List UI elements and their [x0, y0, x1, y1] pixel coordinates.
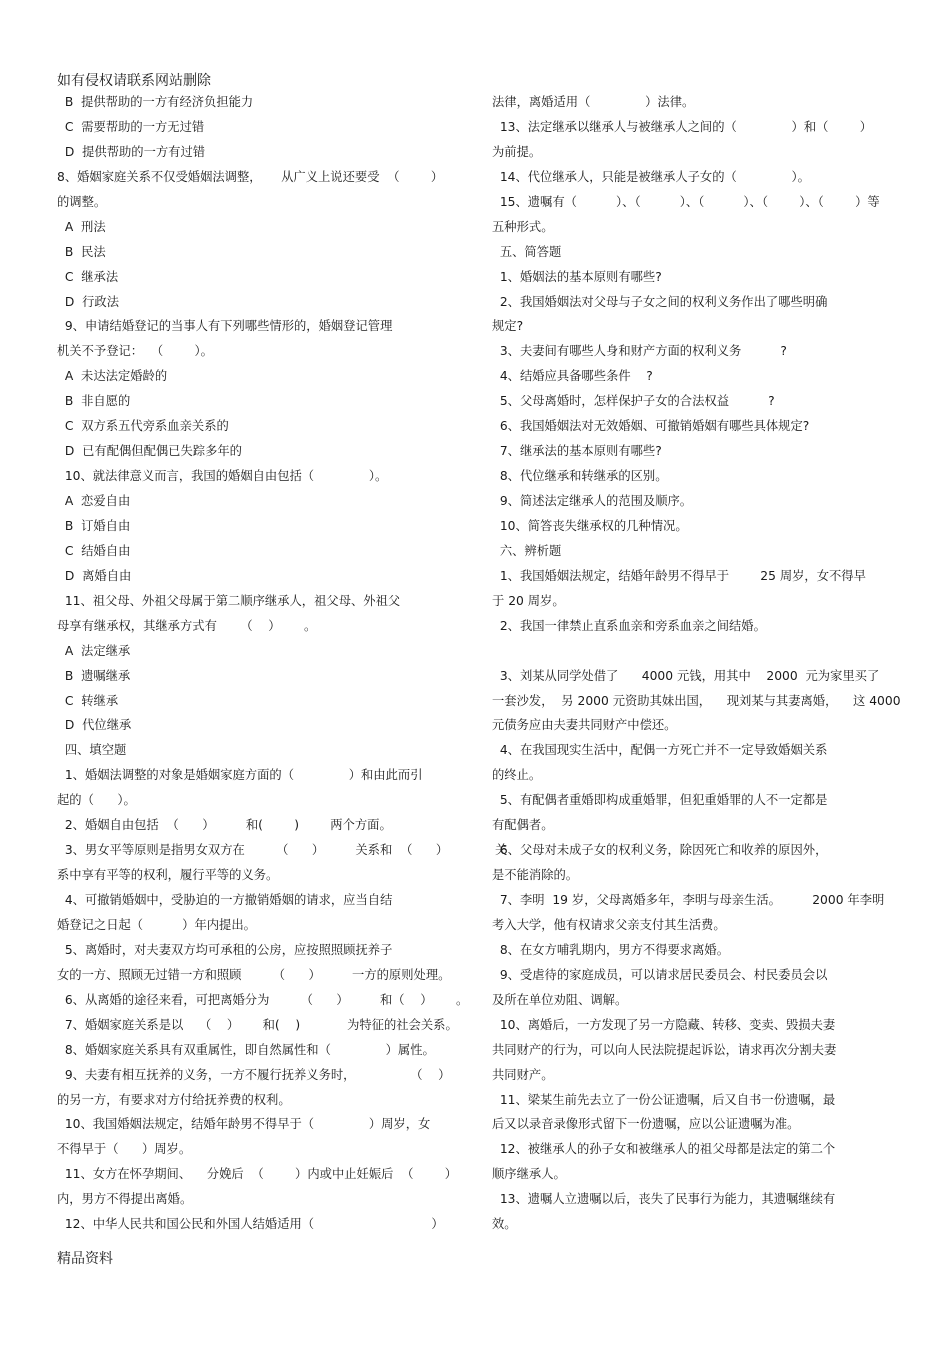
- text-line: 5、父母离婚时，怎样保护子女的合法权益 ?: [492, 394, 775, 409]
- text-line: B 提供帮助的一方有经济负担能力: [57, 95, 254, 109]
- left-column: [57, 90, 508, 1237]
- text-line: 五、简答题: [492, 244, 562, 259]
- text-line: C 双方系五代旁系血亲关系的: [57, 419, 229, 434]
- text-line: 内，男方不得提出离婚。: [57, 1192, 193, 1207]
- text-line: 法律，离婚适用（ ）法律。: [492, 95, 695, 109]
- text-line: 六、辨析题: [492, 543, 562, 558]
- text-line: 是不能消除的。: [492, 868, 579, 883]
- text-line: 8、代位继承和转继承的区别。: [492, 469, 668, 484]
- text-line: 共同财产。: [492, 1067, 554, 1082]
- text-line: 五种形式。: [492, 219, 554, 234]
- text-line: 4、可撤销婚姻中，受胁迫的一方撤销婚姻的请求，应当自结: [57, 893, 393, 907]
- text-line: 9、简述法定继承人的范围及顺序。: [492, 494, 693, 508]
- right-column: [492, 90, 901, 1237]
- text-line: [492, 639, 895, 664]
- text-line: 3、夫妻间有哪些人身和财产方面的权利义务 ?: [492, 344, 787, 359]
- text-line: 6、从离婚的途径来看，可把离婚分为 （ ） 和（ ） 。: [57, 992, 469, 1007]
- text-line: 9、夫妻有相互抚养的义务，一方不履行抚养义务时， （ ）: [57, 1067, 451, 1082]
- page-footer: 精品资料: [57, 1251, 113, 1267]
- text-line: 1、我国婚姻法规定，结婚年龄男不得早于 25 周岁，女不得早: [492, 568, 866, 583]
- text-line: 11、祖父母、外祖父母属于第二顺序继承人，祖父母、外祖父: [57, 593, 401, 608]
- text-line: 7、婚姻家庭关系是以 （ ） 和( ) 为特征的社会关系。: [57, 1017, 458, 1032]
- text-line: 11、梁某生前先去立了一份公证遗嘱，后又自书一份遗嘱，最: [492, 1092, 836, 1107]
- text-line: 的调整。: [57, 194, 107, 209]
- text-line: 13、遗嘱人立遗嘱以后，丧失了民事行为能力，其遗嘱继续有: [492, 1192, 836, 1207]
- text-line: 1、婚姻法调整的对象是婚姻家庭方面的（ ）和由此而引: [57, 768, 423, 783]
- text-line: 效。: [492, 1217, 517, 1232]
- text-line: 8、婚姻家庭关系具有双重属性，即自然属性和（ ）属性。: [57, 1042, 435, 1057]
- text-line: C 需要帮助的一方无过错: [57, 119, 205, 134]
- text-line: 14、代位继承人，只能是被继承人子女的（ ）。: [492, 169, 810, 184]
- text-line: 13、法定继承以继承人与被继承人之间的（ ）和（ ）: [492, 119, 872, 134]
- text-line: 10、简答丧失继承权的几种情况。: [492, 518, 688, 533]
- text-line: 顺序继承人。: [492, 1167, 566, 1182]
- text-line: 15、遗嘱有（ ）、（ ）、（ ）、（ ）、（ ）等: [492, 194, 880, 209]
- text-line: 女的一方、照顾无过错一方和照顾 （ ） 一方的原则处理。: [57, 967, 451, 982]
- text-line: 11、女方在怀孕期间、 分娩后 （ ）内或中止妊娠后 （ ）: [57, 1167, 458, 1182]
- text-line: 7、继承法的基本原则有哪些?: [492, 444, 662, 459]
- text-line: 8、在女方哺乳期内，男方不得要求离婚。: [492, 942, 729, 957]
- text-line: 9、申请结婚登记的当事人有下列哪些情形的，婚姻登记管理: [57, 319, 393, 334]
- text-line: D 代位继承: [57, 718, 132, 733]
- text-line: 及所在单位劝阻、调解。: [492, 992, 628, 1007]
- text-line: 2、我国婚姻法对父母与子女之间的权利义务作出了哪些明确: [492, 294, 828, 309]
- text-line: A 刑法: [57, 219, 106, 234]
- text-line: 6、父母对未成子女的权利义务，除因死亡和收养的原因外，: [492, 843, 828, 858]
- text-line: 7、李明 19 岁，父母离婚多年，李明与母亲生活。 2000 年李明: [492, 893, 885, 907]
- text-line: A 恋爱自由: [57, 494, 131, 508]
- text-line: A 法定继承: [57, 643, 131, 658]
- text-line: 8、婚姻家庭关系不仅受婚姻法调整， 从广义上说还要受 （ ）: [57, 169, 444, 184]
- text-line: C 转继承: [57, 693, 119, 708]
- text-line: 3、男女平等原则是指男女双方在 （ ） 关系和 （ ） 关: [57, 843, 508, 858]
- text-line: 规定?: [492, 319, 524, 334]
- text-line: B 遗嘱继承: [57, 668, 131, 683]
- text-line: 4、结婚应具备哪些条件 ?: [492, 369, 653, 384]
- text-line: 3、刘某从同学处借了 4000 元钱，用其中 2000 元为家里买了: [492, 668, 880, 683]
- text-line: D 已有配偶但配偶已失踪多年的: [57, 444, 242, 459]
- text-line: 2、婚姻自由包括 （ ） 和( ) 两个方面。: [57, 818, 392, 833]
- text-line: 10、离婚后，一方发现了另一方隐藏、转移、变卖、毁损夫妻: [492, 1017, 836, 1032]
- text-line: B 民法: [57, 244, 106, 259]
- text-line: 机关不予登记： （ ）。: [57, 344, 213, 359]
- text-line: 有配偶者。: [492, 818, 554, 833]
- text-line: 10、就法律意义而言，我国的婚姻自由包括（ ）。: [57, 469, 388, 484]
- text-line: 的另一方，有要求对方付给抚养费的权利。: [57, 1092, 291, 1107]
- text-line: B 订婚自由: [57, 518, 131, 533]
- text-line: 的终止。: [492, 768, 542, 783]
- text-line: 考入大学，他有权请求父亲支付其生活费。: [492, 917, 726, 932]
- text-line: 12、被继承人的孙子女和被继承人的祖父母都是法定的第二个: [492, 1142, 836, 1157]
- text-line: 不得早于（ ）周岁。: [57, 1142, 192, 1157]
- text-line: 四、填空题: [57, 743, 127, 758]
- text-line: 共同财产的行为，可以向人民法院提起诉讼，请求再次分割夫妻: [492, 1042, 837, 1057]
- text-line: 12、中华人民共和国公民和外国人结婚适用（ ）: [57, 1217, 444, 1232]
- text-line: D 离婚自由: [57, 568, 132, 583]
- text-line: 9、受虐待的家庭成员，可以请求居民委员会、村民委员会以: [492, 967, 828, 982]
- text-line: 于 20 周岁。: [492, 593, 565, 608]
- text-line: 系中享有平等的权利，履行平等的义务。: [57, 868, 279, 883]
- text-line: 后又以录音录像形式留下一份遗嘱，应以公证遗嘱为准。: [492, 1117, 800, 1132]
- text-line: C 结婚自由: [57, 543, 131, 558]
- text-line: D 提供帮助的一方有过错: [57, 144, 206, 159]
- text-line: 母享有继承权，其继承方式有 （ ） 。: [57, 618, 317, 633]
- text-line: 起的（ ）。: [57, 793, 136, 808]
- text-line: B 非自愿的: [57, 394, 131, 409]
- text-line: A 未达法定婚龄的: [57, 369, 168, 384]
- text-line: 6、我国婚姻法对无效婚姻、可撤销婚姻有哪些具体规定?: [492, 419, 810, 434]
- text-line: 5、离婚时，对夫妻双方均可承租的公房，应按照照顾抚养子: [57, 942, 393, 957]
- text-line: 4、在我国现实生活中，配偶一方死亡并不一定导致婚姻关系: [492, 743, 828, 758]
- text-line: 2、我国一律禁止直系血亲和旁系血亲之间结婚。: [492, 618, 766, 633]
- text-line: 1、婚姻法的基本原则有哪些?: [492, 269, 662, 284]
- text-line: C 继承法: [57, 269, 119, 284]
- text-line: 10、我国婚姻法规定，结婚年龄男不得早于（ ）周岁，女: [57, 1117, 431, 1132]
- text-line: 一套沙发， 另 2000 元资助其妹出国， 现刘某与其妻离婚， 这 4000: [492, 693, 901, 708]
- text-line: 5、有配偶者重婚即构成重婚罪，但犯重婚罪的人不一定都是: [492, 793, 828, 808]
- text-line: 元债务应由夫妻共同财产中偿还。: [492, 718, 677, 733]
- text-line: D 行政法: [57, 294, 119, 309]
- text-line: 为前提。: [492, 144, 542, 159]
- page-header: 如有侵权请联系网站删除: [57, 73, 211, 89]
- text-line: 婚登记之日起（ ）年内提出。: [57, 917, 256, 932]
